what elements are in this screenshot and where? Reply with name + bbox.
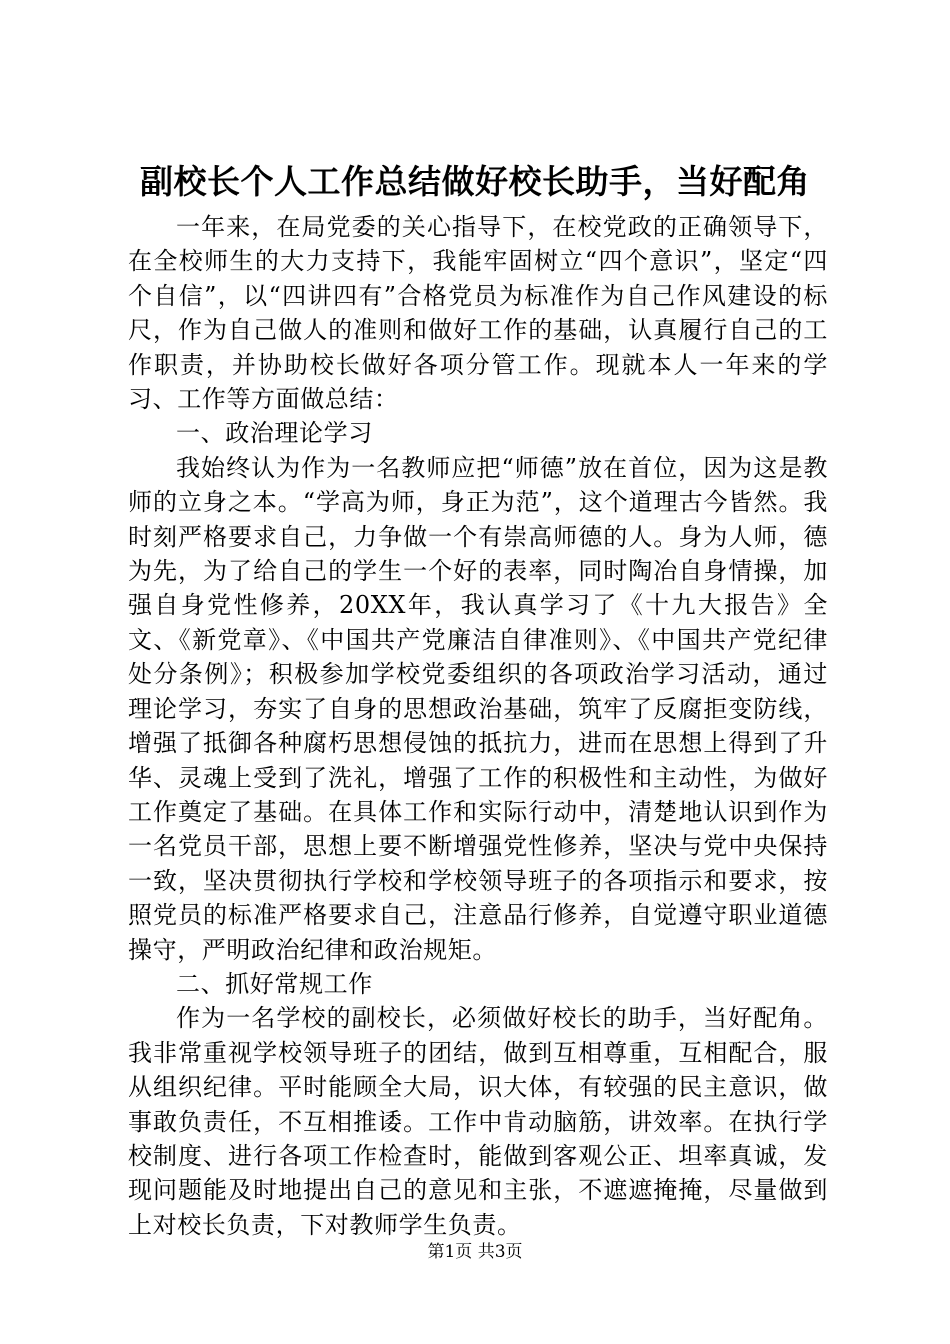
- document-body: [128, 210, 828, 1242]
- paragraph-intro: 一年来，在局党委的关心指导下，在校党政的正确领导下，在全校师生的大力支持下，我能牢固树立“四个意识”，坚定“四个自信”，以“四讲四有”合格党员为标准作为自己作风建设的标尺，作为自己做人的准则和做好工作的基础，认真履行自己的工作职责，并协助校长做好各项分管工作。现就本人一年来的学习、工作等方面做总结：: [128, 213, 828, 414]
- paragraph-political-study: 我始终认为作为一名教师应把“师德”放在首位，因为这是教师的立身之本。“学高为师，身正为范”，这个道理古今皆然。我时刻严格要求自己，力争做一个有崇高师德的人。身为人师，德为先，为了给自己的学生一个好的表率，同时陶冶自身情操，加强自身党性修养，20XX年，我认真学习了《十九大报告》全文、《新党章》、《中国共产党廉洁自律准则》、《中国共产党纪律处分条例》；积极参加学校党委组织的各项政治学习活动，通过理论学习，夯实了自身的思想政治基础，筑牢了反腐拒变防线，增强了抵御各种腐朽思想侵蚀的抵抗力，进而在思想上得到了升华、灵魂上受到了洗礼，增强了工作的积极性和主动性，为做好工作奠定了基础。在具体工作和实际行动中，清楚地认识到作为一名党员干部，思想上要不断增强党性修养，坚决与党中央保持一致，坚决贯彻执行学校和学校领导班子的各项指示和要求，按照党员的标准严格要求自己，注意品行修养，自觉遵守职业道德操守，严明政治纪律和政治规矩。: [128, 453, 828, 964]
- section-heading-political-study: 一、政治理论学习: [176, 419, 373, 448]
- paragraph-routine-work: 作为一名学校的副校长，必须做好校长的助手，当好配角。我非常重视学校领导班子的团结，做到互相尊重，互相配合，服从组织纪律。平时能顾全大局，识大体，有较强的民主意识，做事敢负责任，不互相推诿。工作中肯动脑筋，讲效率。在执行学校制度、进行各项工作检查时，能做到客观公正、坦率真诚，发现问题能及时地提出自己的意见和主张，不遮遮掩掩，尽量做到上对校长负责，下对教师学生负责。: [128, 1004, 828, 1239]
- section-heading-routine-work: 二、抓好常规工作: [176, 969, 373, 998]
- document-title: 副校长个人工作总结做好校长助手，当好配角: [140, 162, 810, 201]
- page-number-footer: 第1页 共3页: [427, 1242, 523, 1262]
